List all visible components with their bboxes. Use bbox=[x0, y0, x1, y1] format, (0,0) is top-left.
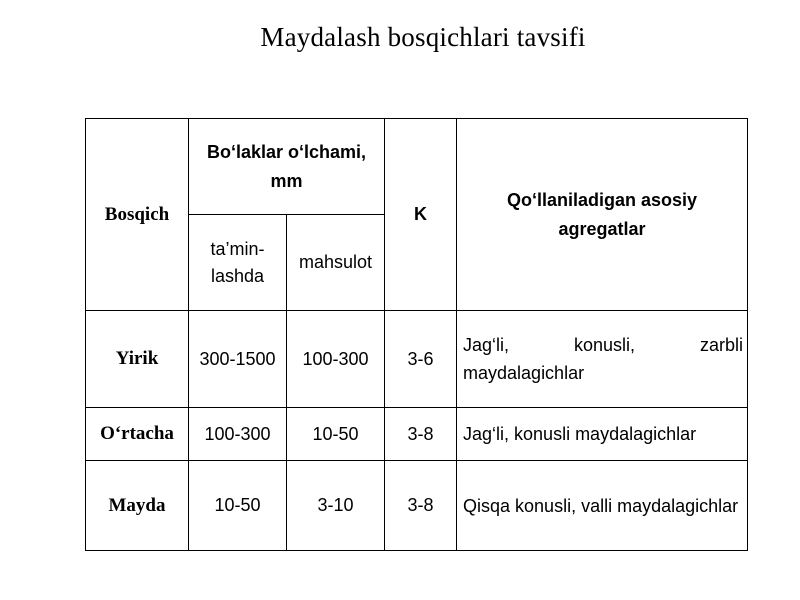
cell-feed: 100-300 bbox=[189, 408, 287, 461]
cell-equipment: Qisqa konusli, valli maydalagichlar bbox=[457, 461, 748, 551]
header-product: mahsulot bbox=[287, 215, 385, 311]
header-k: K bbox=[385, 119, 457, 311]
cell-k: 3-6 bbox=[385, 311, 457, 408]
cell-feed: 10-50 bbox=[189, 461, 287, 551]
header-feed bbox=[189, 215, 287, 311]
header-size-group-label: Bo‘laklar o‘lchami, mm bbox=[206, 141, 367, 191]
table-row bbox=[86, 408, 748, 461]
cell-product: 3-10 bbox=[287, 461, 385, 551]
header-equipment bbox=[457, 119, 748, 311]
table-row bbox=[86, 311, 748, 408]
cell-equipment: Jag‘li, konusli, zarbli maydalagichlar bbox=[457, 311, 748, 408]
cell-feed: 300-1500 bbox=[189, 311, 287, 408]
cell-product: 100-300 bbox=[287, 311, 385, 408]
cell-k: 3-8 bbox=[385, 408, 457, 461]
cell-product: 10-50 bbox=[287, 408, 385, 461]
table-row bbox=[86, 461, 748, 551]
header-row-1 bbox=[86, 119, 748, 215]
cell-stage: Yirik bbox=[86, 311, 189, 408]
cell-stage: O‘rtacha bbox=[86, 408, 189, 461]
page-title: Maydalash bosqichlari tavsifi bbox=[260, 22, 586, 52]
cell-stage: Mayda bbox=[86, 461, 189, 551]
cell-k: 3-8 bbox=[385, 461, 457, 551]
header-size-group bbox=[189, 119, 385, 215]
header-feed-label: ta’min-lashda bbox=[210, 238, 265, 286]
cell-equipment: Jag‘li, konusli maydalagichlar bbox=[457, 408, 748, 461]
header-equipment-label: Qo‘llaniladigan asosiy agregatlar bbox=[506, 189, 698, 239]
header-stage: Bosqich bbox=[86, 119, 189, 311]
crushing-stages-table bbox=[85, 118, 748, 551]
